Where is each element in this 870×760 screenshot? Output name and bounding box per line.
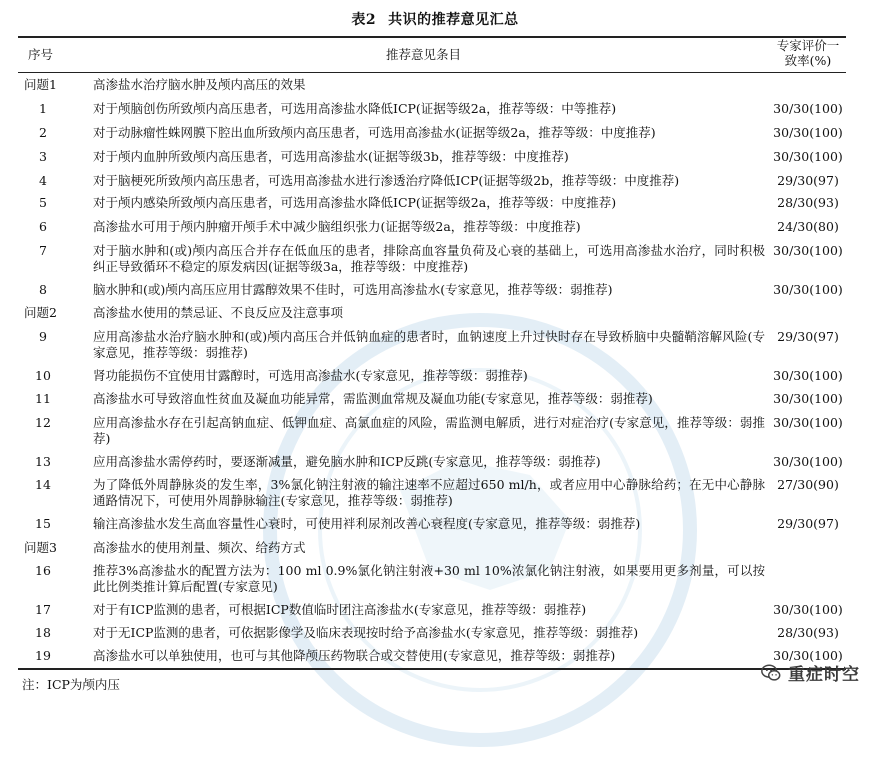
row-text: 输注高渗盐水发生高血容量性心衰时，可使用袢利尿剂改善心衰程度(专家意见，推荐等级：弱推荐) [93,516,641,531]
row-number: 6 [39,219,47,234]
row-number: 19 [35,648,51,663]
row-text: 高渗盐水可用于颅内肿瘤开颅手术中减少脑组织张力(证据等级2a，推荐等级：中度推荐) [93,219,581,234]
row-text: 为了降低外周静脉炎的发生率，3%氯化钠注射液的输注速率不应超过650 ml/h，或者应用中心静脉给药；在无中心静脉通路情况下，可使用外周静脉输注(专家意见，推荐等级：弱推荐) [93,477,765,508]
row-number: 12 [35,415,51,430]
row-text: 对于动脉瘤性蛛网膜下腔出血所致颅内高压患者，可选用高渗盐水(证据等级2a，推荐等级：中度推荐) [93,125,656,140]
bottom-rule [18,668,846,670]
header-score-line1: 专家评价一 [776,38,840,53]
table-footnote: 注：ICP为颅内压 [22,677,120,692]
group-label: 问题3 [24,540,57,555]
table-title: 共识的推荐意见汇总 [388,12,519,28]
row-number: 3 [39,149,47,164]
row-text: 对于脑水肿和(或)颅内高压合并存在低血压的患者，排除高血容量负荷及心衰的基础上，可选用高渗盐水治疗，同时积极纠正导致循环不稳定的原发病因(证据等级3a，推荐等级：中度推荐) [93,243,765,274]
row-number: 11 [35,391,51,406]
row-number: 10 [35,368,51,383]
row-text: 对于颅内血肿所致颅内高压患者，可选用高渗盐水(证据等级3b，推荐等级：中度推荐) [93,149,569,164]
row-number: 1 [39,101,47,116]
row-score: 30/30(100) [773,454,843,469]
group-title: 高渗盐水的使用剂量、频次、给药方式 [93,540,306,555]
table-number: 表2 [351,12,377,28]
row-text: 应用高渗盐水存在引起高钠血症、低钾血症、高氯血症的风险，需监测电解质，进行对症治疗(专家意见，推荐等级：弱推荐) [93,415,765,446]
row-number: 15 [35,516,51,531]
row-number: 2 [39,125,47,140]
row-score: 30/30(100) [773,648,843,663]
row-score: 27/30(90) [777,477,839,492]
row-text: 对于颅脑创伤所致颅内高压患者，可选用高渗盐水降低ICP(证据等级2a，推荐等级：中等推荐) [93,101,617,116]
row-score: 30/30(100) [773,415,843,430]
row-score: 30/30(100) [773,368,843,383]
row-score: 29/30(97) [777,329,839,344]
row-text: 应用高渗盐水需停药时，要逐渐减量，避免脑水肿和ICP反跳(专家意见，推荐等级：弱推荐) [93,454,601,469]
row-number: 5 [39,195,47,210]
header-content: 推荐意见条目 [386,47,462,62]
row-text: 对于无ICP监测的患者，可依据影像学及临床表现按时给予高渗盐水(专家意见，推荐等级：弱推荐) [93,625,639,640]
group-label: 问题1 [24,77,57,92]
row-number: 18 [35,625,51,640]
row-text: 对于脑梗死所致颅内高压患者，可选用高渗盐水进行渗透治疗降低ICP(证据等级2b，推荐等级：中度推荐) [93,173,680,188]
row-score: 29/30(97) [777,516,839,531]
table-caption [0,9,870,29]
row-text: 推荐3%高渗盐水的配置方法为：100 ml 0.9%氯化钠注射液+30 ml 10%浓氯化钠注射液，如果要用更多剂量，可以按此比例类推计算后配置(专家意见) [93,563,765,594]
top-rule [18,36,846,38]
group-title: 高渗盐水治疗脑水肿及颅内高压的效果 [93,77,306,92]
group-label: 问题2 [24,305,57,320]
row-number: 14 [35,477,51,492]
row-number: 13 [35,454,51,469]
row-score: 30/30(100) [773,602,843,617]
row-text: 脑水肿和(或)颅内高压应用甘露醇效果不佳时，可选用高渗盐水(专家意见，推荐等级：弱推荐) [93,282,613,297]
header-score-line2: 致率(%) [784,53,832,68]
brand-watermark [760,660,860,685]
row-score: 28/30(93) [777,195,839,210]
row-score: 30/30(100) [773,149,843,164]
row-score: 30/30(100) [773,282,843,297]
row-score: 30/30(100) [773,125,843,140]
row-text: 高渗盐水可以单独使用，也可与其他降颅压药物联合或交替使用(专家意见，推荐等级：弱推荐) [93,648,616,663]
row-score: 30/30(100) [773,101,843,116]
row-number: 8 [39,282,47,297]
row-score: 30/30(100) [773,243,843,258]
row-text: 对于颅内感染所致颅内高压患者，可选用高渗盐水降低ICP(证据等级2a，推荐等级：中度推荐) [93,195,617,210]
row-number: 16 [35,563,51,578]
brand-name: 重症时空 [788,665,860,685]
group-title: 高渗盐水使用的禁忌证、不良反应及注意事项 [93,305,344,320]
row-text: 应用高渗盐水治疗脑水肿和(或)颅内高压合并低钠血症的患者时，血钠速度上升过快时存在导致桥脑中央髓鞘溶解风险(专家意见，推荐等级：弱推荐) [93,329,765,360]
row-text: 对于有ICP监测的患者，可根据ICP数值临时团注高渗盐水(专家意见，推荐等级：弱推荐) [93,602,587,617]
row-text: 肾功能损伤不宜使用甘露醇时，可选用高渗盐水(专家意见，推荐等级：弱推荐) [93,368,528,383]
row-number: 7 [39,243,47,258]
row-number: 4 [39,173,47,188]
row-score: 30/30(100) [773,391,843,406]
row-number: 9 [39,329,47,344]
row-score: 29/30(97) [777,173,839,188]
row-text: 高渗盐水可导致溶血性贫血及凝血功能异常，需监测血常规及凝血功能(专家意见，推荐等级：弱推荐) [93,391,653,406]
header-rule [18,72,846,73]
row-score: 24/30(80) [777,219,839,234]
header-no: 序号 [28,47,54,62]
row-number: 17 [35,602,51,617]
row-score: 28/30(93) [777,625,839,640]
wechat-bubble-icon [760,662,782,684]
